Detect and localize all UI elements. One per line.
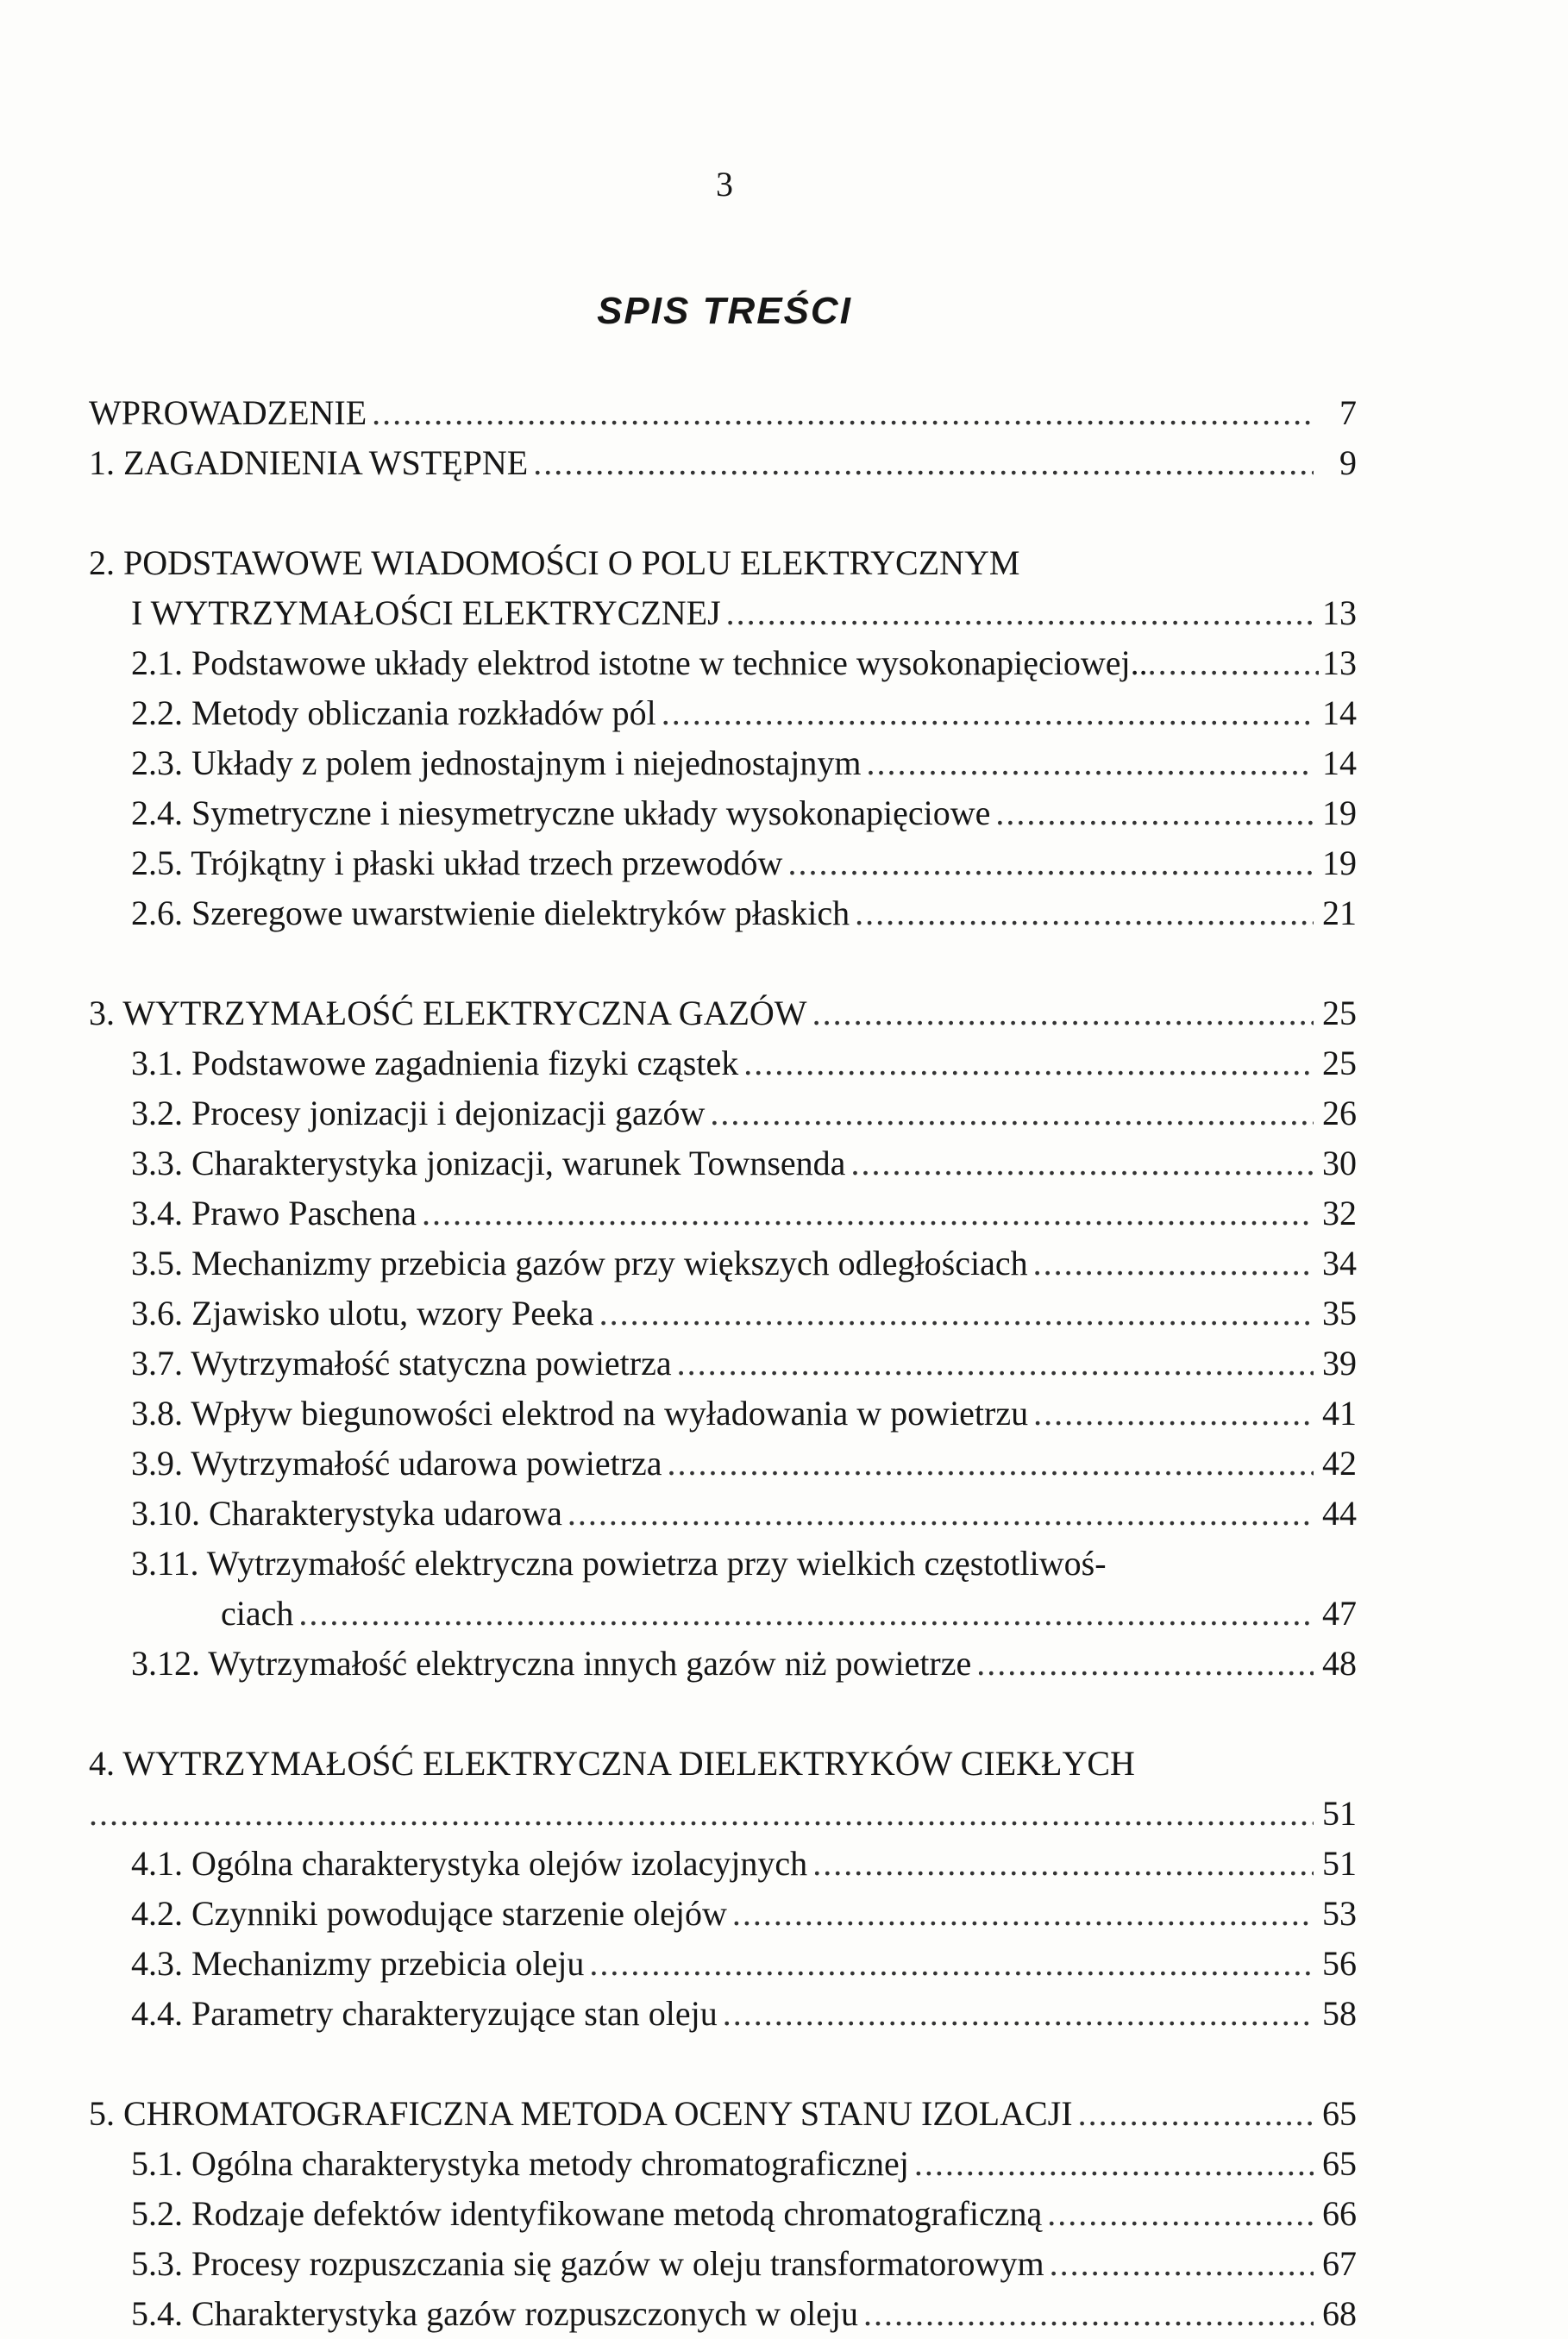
toc-leader-dots [677, 1339, 1314, 1389]
toc-entry-2-5 [89, 838, 1357, 888]
toc-entry-2-3 [89, 738, 1357, 788]
toc-entry-page: 7 [1339, 393, 1357, 432]
toc-entry-label: 3.2. Procesy jonizacji i dejonizacji gazów [131, 1094, 706, 1132]
toc-leader-dots [812, 988, 1314, 1038]
toc-entry-page: 65 [1322, 2094, 1357, 2133]
toc-entry-label: 5.2. Rodzaje defektów identyfikowane metodą chromatograficzną [131, 2194, 1043, 2233]
toc-leader-dots [726, 588, 1314, 638]
toc-entry-label: 4. WYTRZYMAŁOŚĆ ELEKTRYCZNA DIELEKTRYKÓW CIEKŁYCH [89, 1744, 1135, 1783]
toc-entry-label: 2.2. Metody obliczania rozkładów pól [131, 693, 656, 732]
toc-entry-label: 4.4. Parametry charakteryzujące stan oleju [131, 1994, 718, 2033]
toc-entry-4-1 [89, 1839, 1357, 1889]
toc-entry-3-2 [89, 1088, 1357, 1138]
toc-entry-chapter-1 [89, 438, 1357, 488]
toc-leader-dots [914, 2139, 1314, 2189]
toc-leader-dots [589, 1939, 1314, 1989]
toc-entry-page: 30 [1322, 1144, 1357, 1182]
toc-leader-dots [743, 1038, 1314, 1088]
toc-entry-page: 14 [1322, 743, 1357, 782]
toc-leader-dots [1033, 1238, 1314, 1289]
toc-leader-dots [723, 1989, 1314, 2039]
toc-leader-dots [732, 1889, 1314, 1939]
toc-leader-dots [662, 688, 1314, 738]
toc-entry-label: 3.8. Wpływ biegunowości elektrod na wyładowania w powietrzu [131, 1394, 1029, 1433]
toc-entry-label: 3.3. Charakterystyka jonizacji, warunek Townsenda [131, 1144, 846, 1182]
toc-entry-page: 21 [1322, 894, 1357, 932]
toc-entry-3-6 [89, 1289, 1357, 1339]
toc-entry-page: 66 [1322, 2194, 1357, 2233]
toc-entry-3-11-line2 [89, 1589, 1357, 1639]
table-of-contents [89, 388, 1357, 2339]
toc-entry-page: 25 [1322, 994, 1357, 1032]
toc-entry-3-1 [89, 1038, 1357, 1088]
toc-leader-dots [787, 838, 1314, 888]
toc-entry-label: 3.4. Prawo Paschena [131, 1194, 417, 1232]
toc-leader-dots [422, 1188, 1314, 1238]
section-gap [89, 488, 1357, 538]
toc-leader-dots [599, 1289, 1314, 1339]
toc-entry-page: 39 [1322, 1344, 1357, 1383]
toc-entry-page: 41 [1322, 1394, 1357, 1433]
toc-entry-3-5 [89, 1238, 1357, 1289]
toc-entry-page: 13 [1322, 643, 1357, 682]
toc-entry-label: 2.3. Układy z polem jednostajnym i niejednostajnym [131, 743, 862, 782]
toc-entry-page: 9 [1339, 443, 1357, 482]
section-gap [89, 1689, 1357, 1739]
toc-leader-dots [710, 1088, 1314, 1138]
toc-entry-label: 5.1. Ogólna charakterystyka metody chromatograficznej [131, 2144, 909, 2183]
toc-entry-label: 2.5. Trójkątny i płaski układ trzech przewodów [131, 843, 783, 882]
toc-entry-label: 4.3. Mechanizmy przebicia oleju [131, 1944, 585, 1983]
toc-entry-page: 32 [1322, 1194, 1357, 1232]
toc-leader-dots [995, 788, 1314, 838]
toc-entry-page: 26 [1322, 1094, 1357, 1132]
toc-entry-label: 1. ZAGADNIENIA WSTĘPNE [89, 443, 529, 482]
toc-entry-chapter-4-line1 [89, 1739, 1357, 1789]
toc-entry-5-3 [89, 2239, 1357, 2289]
toc-entry-label: 2.4. Symetryczne i niesymetryczne układy wysokonapięciowe [131, 793, 991, 832]
toc-entry-label: 3.1. Podstawowe zagadnienia fizyki cząstek [131, 1044, 739, 1082]
toc-leader-dots [533, 438, 1314, 488]
toc-entry-3-11-line1 [89, 1539, 1357, 1589]
toc-entry-page: 58 [1322, 1994, 1357, 2033]
toc-entry-4-2 [89, 1889, 1357, 1939]
toc-entry-3-9 [89, 1439, 1357, 1489]
toc-entry-label: 2.6. Szeregowe uwarstwienie dielektryków płaskich [131, 894, 850, 932]
toc-entry-page: 51 [1322, 1844, 1357, 1883]
toc-leader-dots [850, 1138, 1314, 1188]
toc-leader-dots [1148, 638, 1319, 688]
section-gap [89, 938, 1357, 988]
toc-entry-3-12 [89, 1639, 1357, 1689]
toc-entry-page: 56 [1322, 1944, 1357, 1983]
toc-entry-3-7 [89, 1339, 1357, 1389]
toc-entry-label: 3.6. Zjawisko ulotu, wzory Peeka [131, 1294, 594, 1333]
toc-entry-page: 68 [1322, 2294, 1357, 2333]
toc-leader-dots [298, 1589, 1314, 1639]
toc-entry-label: 2.1. Podstawowe układy elektrod istotne w technice wysokonapięciowej.. [131, 643, 1148, 682]
toc-leader-dots [668, 1439, 1314, 1489]
toc-entry-4-4 [89, 1989, 1357, 2039]
toc-entry-page: 48 [1322, 1644, 1357, 1683]
toc-entry-chapter-5 [89, 2089, 1357, 2139]
toc-entry-page: 67 [1322, 2244, 1357, 2283]
toc-leader-dots [812, 1839, 1314, 1889]
toc-entry-label: 3. WYTRZYMAŁOŚĆ ELEKTRYCZNA GAZÓW [89, 994, 807, 1032]
toc-entry-3-4 [89, 1188, 1357, 1238]
toc-entry-label: 3.7. Wytrzymałość statyczna powietrza [131, 1344, 672, 1383]
toc-entry-page: 44 [1322, 1494, 1357, 1533]
toc-entry-label: 3.11. Wytrzymałość elektryczna powietrza przy wielkich częstotliwoś- [131, 1544, 1107, 1583]
toc-entry-label: 3.12. Wytrzymałość elektryczna innych gazów niż powietrze [131, 1644, 972, 1683]
toc-leader-dots [863, 2289, 1314, 2339]
toc-entry-2-2 [89, 688, 1357, 738]
toc-leader-dots [372, 388, 1314, 438]
toc-entry-2-6 [89, 888, 1357, 938]
toc-entry-page: 13 [1322, 593, 1357, 632]
toc-entry-label: WPROWADZENIE [89, 393, 367, 432]
toc-entry-chapter-2-line1 [89, 538, 1357, 588]
toc-entry-chapter-3 [89, 988, 1357, 1038]
toc-entry-page: 35 [1322, 1294, 1357, 1333]
toc-entry-5-4 [89, 2289, 1357, 2339]
toc-entry-label: 2. PODSTAWOWE WIADOMOŚCI O POLU ELEKTRYCZNYM [89, 543, 1020, 582]
toc-entry-page: 14 [1322, 693, 1357, 732]
toc-entry-label: 4.1. Ogólna charakterystyka olejów izolacyjnych [131, 1844, 808, 1883]
toc-entry-label: 4.2. Czynniki powodujące starzenie olejów [131, 1894, 727, 1933]
toc-leader-dots [1047, 2189, 1314, 2239]
toc-entry-page: 47 [1322, 1594, 1357, 1633]
page-number: 3 [716, 165, 733, 204]
toc-leader-dots [976, 1639, 1314, 1689]
toc-entry-page: 19 [1322, 843, 1357, 882]
toc-entry-2-4 [89, 788, 1357, 838]
toc-entry-2-1 [89, 638, 1357, 688]
toc-leader-dots [89, 1789, 1314, 1839]
toc-entry-chapter-4-line2 [89, 1789, 1357, 1839]
toc-entry-3-8 [89, 1389, 1357, 1439]
toc-entry-intro [89, 388, 1357, 438]
toc-entry-5-2 [89, 2189, 1357, 2239]
toc-entry-label: I WYTRZYMAŁOŚCI ELEKTRYCZNEJ [131, 593, 721, 632]
toc-leader-dots [1078, 2089, 1314, 2139]
toc-entry-3-10 [89, 1489, 1357, 1539]
toc-entry-page: 25 [1322, 1044, 1357, 1082]
toc-entry-label: 5.3. Procesy rozpuszczania się gazów w oleju transformatorowym [131, 2244, 1044, 2283]
toc-leader-dots [867, 738, 1314, 788]
page-title: SPIS TREŚCI [597, 290, 852, 332]
toc-entry-label: 3.10. Charakterystyka udarowa [131, 1494, 562, 1533]
toc-entry-5-1 [89, 2139, 1357, 2189]
toc-leader-dots [1050, 2239, 1314, 2289]
toc-entry-label: 3.5. Mechanizmy przebicia gazów przy większych odległościach [131, 1244, 1028, 1282]
toc-leader-dots [855, 888, 1314, 938]
toc-entry-label: 5. CHROMATOGRAFICZNA METODA OCENY STANU IZOLACJI [89, 2094, 1073, 2133]
toc-entry-label: 5.4. Charakterystyka gazów rozpuszczonych w oleju [131, 2294, 859, 2333]
toc-entry-page: 34 [1322, 1244, 1357, 1282]
toc-entry-page: 42 [1322, 1444, 1357, 1483]
toc-entry-page: 65 [1322, 2144, 1357, 2183]
toc-entry-label: 3.9. Wytrzymałość udarowa powietrza [131, 1444, 662, 1483]
toc-entry-chapter-2-line2 [89, 588, 1357, 638]
toc-leader-dots [568, 1489, 1314, 1539]
toc-entry-page: 19 [1322, 793, 1357, 832]
toc-leader-dots [1033, 1389, 1314, 1439]
toc-entry-4-3 [89, 1939, 1357, 1989]
toc-entry-3-3 [89, 1138, 1357, 1188]
toc-entry-page: 51 [1322, 1794, 1357, 1833]
toc-entry-page: 53 [1322, 1894, 1357, 1933]
section-gap [89, 2039, 1357, 2089]
toc-entry-label: ciach [221, 1594, 294, 1633]
